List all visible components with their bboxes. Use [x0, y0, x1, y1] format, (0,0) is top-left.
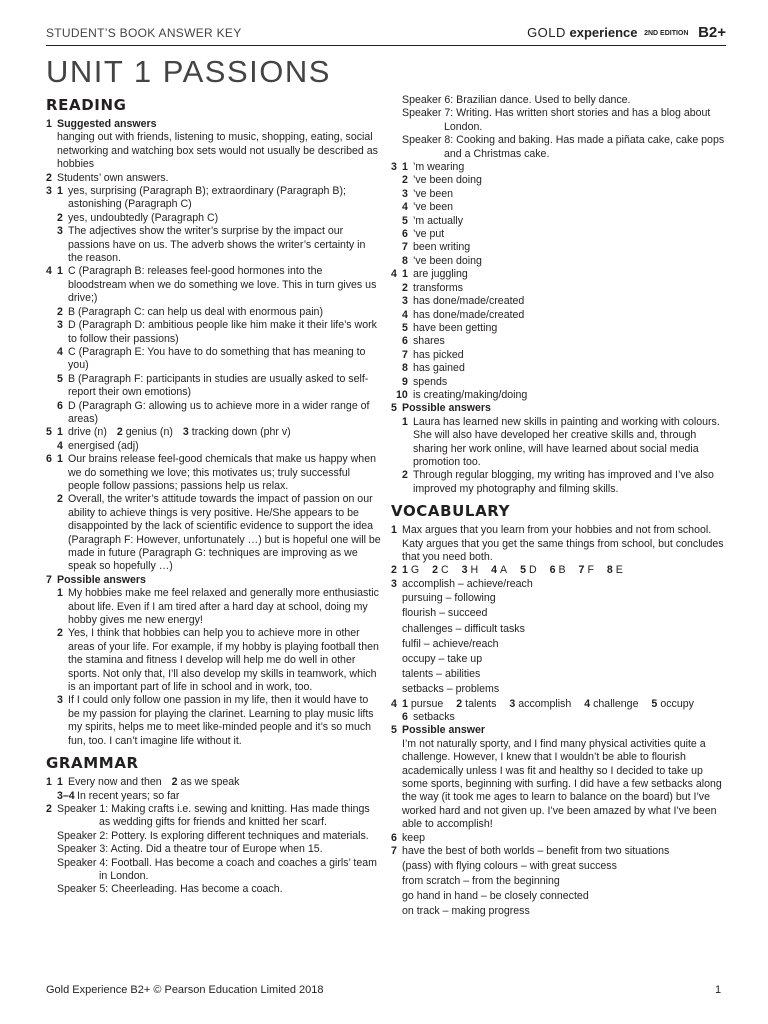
page-header	[46, 24, 726, 46]
answer-item: 2 Speaker 1: Making crafts i.e. sewing and knitting. Has made things as wedding gifts for friends and knitted her scarf. Speaker 2: Pottery. Is exploring different techniques and materials. Speaker 3: Acting. Did a theatre tour of Europe when 15. Speaker 4: Football. Has become a coach and coaches a girls’ team in London. Speaker 5: Cheerleading. Has become a coach.	[46, 803, 381, 897]
answer-item: 3 If I could only follow one passion in my life, then it would have to be my passion for playing the clarinet. Learning to play music lifts my spirits, helps me to meet like-minded people and it’s so much fun, too. I can’t imagine life without it.	[57, 694, 374, 747]
speaker-line: Speaker 2: Pottery. Is exploring different techniques and materials.	[57, 829, 369, 842]
answer-item: 2 Overall, the writer’s attitude towards the impact of passion on our ability to achieve things is very positive. He/She appears to be disappointed by the lack of scientific evidence to support the idea (Paragraph F: However, unfortunately …) but is hopeful one will be made in future (Paragraph G: techniques are improving as we speak so hopefully …)	[57, 493, 381, 573]
answer-item: 1 My hobbies make me feel relaxed and generally more enthusiastic about life. Even if I am tired after a hard day at school, doing my hobby gives me new energy!	[57, 587, 379, 627]
answer-item: 6 D (Paragraph G: allowing us to achieve more in a wider range of areas)	[57, 399, 370, 425]
answer-item: 6 ’ve put	[402, 228, 445, 241]
answer-item: 4 ’ve been	[402, 201, 454, 214]
answer-item: 4 1 C (Paragraph B: releases feel-good hormones into the bloodstream when we do something we love. This in turn gives us drive;)	[46, 265, 377, 305]
right-column	[391, 94, 729, 919]
answer-item: 5 have been getting	[402, 321, 498, 334]
vocabulary-heading: VOCABULARY	[391, 502, 511, 521]
answer-item: 4 has done/made/created	[402, 308, 525, 321]
answer-item: 3 accomplish – achieve/reach	[391, 577, 533, 590]
speaker-line: Speaker 3: Acting. Did a theatre tour of Europe when 15.	[57, 843, 323, 856]
answer-item: 8 ’ve been doing	[402, 254, 482, 267]
definition-line: (pass) with flying colours – with great success	[402, 859, 617, 872]
answer-item: 2 B (Paragraph C: can help us deal with enormous pain)	[57, 305, 323, 318]
answer-item: 7 Possible answers	[46, 573, 146, 586]
answer-item: 3 D (Paragraph D: ambitious people like him make it their life’s work to follow their passions)	[57, 319, 377, 345]
answer-item: 1 Laura has learned new skills in painting and working with colours. She will also have developed her creative skills and, through sharing her work online, will have learned about social media promotion too.	[402, 415, 720, 468]
answer-item: 1 1 Every now and then 2 as we speak	[46, 776, 240, 789]
answer-item: 2 Yes, I think that hobbies can help you to achieve more in other areas of your life. For example, if my hobby is playing football then the stamina and fitness I develop will help me do well in other sports. Not only that, I’ll also develop my skills in teamwork, which is an important part of life in school and in work, too.	[57, 627, 379, 694]
definition-line: from scratch – from the beginning	[402, 874, 560, 887]
answer-item: 4 energised (adj)	[57, 439, 139, 452]
unit-title: UNIT 1 PASSIONS	[46, 54, 331, 89]
speaker-line: Speaker 7: Writing. Has written short stories and has a blog about London.	[402, 107, 711, 133]
answer-item: 4 1 are juggling	[391, 268, 468, 281]
answer-item: 8 has gained	[402, 362, 465, 375]
answer-item: 6 shares	[402, 335, 445, 348]
level-badge: B2+	[698, 24, 726, 41]
answer-item: 1 Suggested answers	[46, 118, 157, 130]
definition-line: pursuing – following	[402, 592, 496, 605]
answer-item: 3 1 ’m wearing	[391, 161, 465, 174]
answer-item: 5 1 drive (n) 2 genius (n) 3 tracking down (phr v)	[46, 426, 291, 439]
answer-item: 7 has picked	[402, 348, 464, 361]
definition-line: fulfil – achieve/reach	[402, 637, 499, 650]
definition-line: flourish – succeed	[402, 607, 488, 620]
answer-item: 2 Students’ own answers.	[46, 171, 169, 184]
answer-item: 6 1 Our brains release feel-good chemicals that make us happy when we do something we love; this motivates us; truly successful people follow passions; passions help us relax.	[46, 453, 376, 492]
answer-item: 3–4 In recent years; so far	[57, 789, 180, 802]
answer-item: 5 Possible answers	[391, 402, 491, 415]
answer-text: I’m not naturally sporty, and I find many physical activities quite a challenge. However, I knew that I wouldn’t be able to flourish academically unless I was fit and healthy so I decided to take up some sports, beginning with surfing. I did have a few setbacks along the way (it took me ages to learn to balance on the board) but I’ve worked hard and not given up. I’ve been amazed by what I’ve been able to accomplish!	[402, 737, 722, 831]
speaker-line: Speaker 5: Cheerleading. Has become a coach.	[57, 883, 283, 896]
answer-item: 2 transforms	[402, 281, 464, 294]
answer-item: 2 yes, undoubtedly (Paragraph C)	[57, 211, 219, 224]
answer-item: 5 B (Paragraph F: participants in studies are usually asked to self-report their own emotions)	[57, 372, 369, 399]
copyright-footer: Gold Experience B2+ © Pearson Education Limited 2018	[46, 984, 324, 996]
page-number: 1	[715, 984, 722, 996]
answer-item: 7 been writing	[402, 241, 471, 254]
speaker-line: Speaker 1: Making crafts i.e. sewing and knitting. Has made things as wedding gifts for friends and knitted her scarf.	[57, 802, 370, 829]
answer-item: 5 ’m actually	[402, 214, 464, 227]
answer-text: hanging out with friends, listening to music, shopping, eating, social networking and watching box sets would not usually be described as hobbies	[57, 131, 378, 171]
answer-item: 9 spends	[402, 375, 448, 388]
answer-item: 3 The adjectives show the writer’s surprise by the impact our passions have on us. The adverb shows the writer’s certainty in the reason.	[57, 225, 366, 265]
answer-item: 1 Max argues that you learn from your hobbies and not from school. Katy argues that you get the same things from school, but concludes that you need both.	[391, 524, 724, 563]
brand-logo: GOLD experience 2ND EDITION B2+	[527, 24, 726, 41]
definition-line: occupy – take up	[402, 653, 483, 666]
speaker-line: Speaker 4: Football. Has become a coach and coaches a girls’ team in London.	[57, 856, 377, 882]
document-label: STUDENT’S BOOK ANSWER KEY	[46, 26, 242, 40]
answer-item: 7 have the best of both worlds – benefit from two situations	[391, 845, 670, 858]
answer-item: 5 Possible answer	[391, 724, 486, 737]
definition-line: talents – abilities	[402, 668, 481, 681]
answer-item: 4 C (Paragraph E: You have to do something that has meaning to you)	[57, 345, 366, 372]
answer-item: 6 keep	[391, 831, 425, 844]
definition-line: setbacks – problems	[402, 683, 500, 696]
grammar-heading: GRAMMAR	[46, 754, 139, 773]
answer-item: 3 ’ve been	[402, 187, 454, 200]
answer-item: 10 is creating/making/doing	[396, 388, 528, 401]
answer-item: 3 has done/made/created	[402, 295, 525, 308]
answer-item: 2 Through regular blogging, my writing has improved and I’ve also improved my photography and filming skills.	[402, 469, 714, 495]
left-column	[46, 94, 381, 897]
answer-item: 2 ’ve been doing	[402, 174, 482, 187]
answer-item: 4 1 pursue 2 talents 3 accomplish 4 challenge 5 occupy	[391, 697, 694, 710]
speaker-line: Speaker 8: Cooking and baking. Has made a piñata cake, cake pops and a Christmas cake.	[402, 134, 725, 160]
definition-line: go hand in hand – be closely connected	[402, 889, 589, 902]
reading-heading: READING	[46, 96, 127, 114]
answer-item: 6 setbacks	[402, 711, 455, 724]
answer-item: 3 1 yes, surprising (Paragraph B); extraordinary (Paragraph B); astonishing (Paragraph C)	[46, 185, 346, 211]
answer-item: 2 1 G 2 C 3 H 4 A 5 D 6 B 7 F 8 E	[391, 564, 623, 577]
definition-line: challenges – difficult tasks	[402, 622, 525, 635]
speaker-line: Speaker 6: Brazilian dance. Used to belly dance.	[402, 94, 631, 106]
definition-line: on track – making progress	[402, 905, 530, 918]
